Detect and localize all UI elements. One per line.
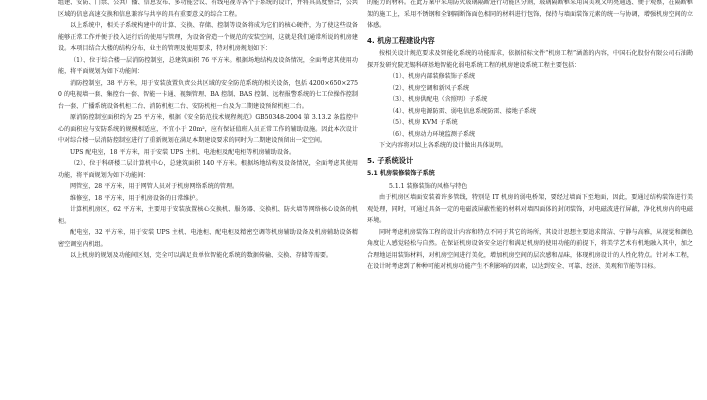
paragraph: 网管室，28 平方米，用于网管人员对于机房网络系统的管理。 <box>70 183 239 190</box>
section-heading: 4. 机房工程建设内容 <box>367 35 435 45</box>
paragraph: 原消防控制室面积约为 25 平方米，根据《安全防范技术规程规范》GB50348-2004 第 3.13.2 条监控中心的面积应与安防系统的规模相适应，不宜小于 20m²，应有保证值班人员正常工作的辅助设施。因此本次设计中对综合楼一层消防控制室进行了重新规划在满足本期建设要求的同时为二期建设预留出一定空间。 <box>58 114 358 144</box>
right-column <box>367 0 693 400</box>
paragraph: UPS 配电室，18 平方米，用于安装 UPS 主机、电池柜及配电柜等机房辅助设备。 <box>70 148 296 156</box>
list-item: （1）、机房内部装修装饰子系统 <box>389 73 476 80</box>
paragraph: 的能力的材料。在此方案中采用防火玻璃隔断进行功能区分割，玻璃隔断框采用国美观又明亮通透、便于观察，在隔断框架的施工上，采用不锈钢和全钢隔断饰面色相同的材料进行包饰，保持与墙面装饰元素的统一与协调，增强机房空间的立体感。 <box>367 0 693 29</box>
list-item: （5）、机房 KVM 子系统 <box>389 119 458 126</box>
section-heading: 5. 子系统设计 <box>367 155 414 165</box>
list-item: （3）、机房供配电（含照明）子系统 <box>389 96 488 103</box>
list-item: （4）、机房电源防雷、弱电信息系统防雷、接地子系统 <box>389 107 537 115</box>
paragraph: 以上系统中，相关子系统构建中的计算、交换、存储、控制等设备将成为它们的核心硬件，为了使这些设备能够正常工作并便于投入运行后的使用与管理，为设备营造一个规范的安装空间，这就是我们通常所说的机房建设。本项目结合大楼的结构分布，业主的管理及使用要求，特对机房规划如下： <box>58 22 358 52</box>
paragraph: 按相关设计规范要求及智能化系统的功能需求，依据招标文件“机房工程”涵盖的内容，中国石化股份有限公司石油勘探开发研究院无锡科研基地智能化弱电系统工程的机房建设系统工程主要包括： <box>367 50 693 69</box>
paragraph: （2）、位于科研楼二层计算机中心，总建筑面积 140 平方米。根据场地结构及设备情况，全面考虑其使用功能，将平面规划为如下功能间： <box>58 160 358 179</box>
paragraph: 以上机房的规划及功能间区划，完全可以满足贵单位智能化系统的数据传输、交换、存储等需要。 <box>70 252 333 259</box>
paragraph: 消防控制室，38 平方米，用于安装放置负责公共区域的安全防范系统的相关设备，包括 4200×650×2750 的电视墙一套、集控台一套、智能一卡通、视频管理、BA 控制、BAS 控制、远程报警系统的七工位操作控制台一套、广播系统设备机柜二台、消防机柜二台、安防机柜一台及为二期建设预留机柜二台。 <box>58 79 358 110</box>
subsection-heading: 5.1 机房装修装饰子系统 <box>367 170 435 177</box>
paragraph: 同时考虑机房装饰工程的设计内容和特点不同于其它的场所，其设计思想主要追求简洁、宁静与高雅，从视觉和颜色角度让人感觉轻松与自然。在保证机房设备安全运行和满足机房的使用功能的前提下，将美学艺术有机地融入其中，加之合理地运用装饰材料，对机房空间进行美化，增加机房空间的层次感和品味，体现机房设计的人性化特点。针对本工程，在设计时考虑到了种种可能对机房功能产生不利影响的因素，以达到安全、可靠、经济、美观和节能等目标。 <box>367 228 693 270</box>
left-column <box>58 0 358 400</box>
paragraph: 组建、安防、门禁、公共广播、信息发布、多功能会议、有线电视等各个子系统的设计，并将其高度整合，公共区域的信息高速交换和信息兼容与共享的具有重要意义的综合工程。 <box>58 0 358 18</box>
list-item: （2）、机房空调和新风子系统 <box>389 84 470 92</box>
list-item: （6）、机房动力环境监测子系统 <box>389 130 476 138</box>
paragraph: 维修室，18 平方米，用于机房设备的日常维护。 <box>70 194 202 202</box>
paragraph: （1）、位于综合楼一层消防控制室，总建筑面积 76 平方米。根据场地结构及设备情况，全面考虑其使用功能，将平面规划为如下功能间： <box>58 56 358 75</box>
paragraph: 下文内容将对以上各系统的设计做出具体说明。 <box>379 142 507 149</box>
subsubsection-heading: 5.1.1 装修装饰的风格与特色 <box>389 182 468 190</box>
paragraph: 配电室，32 平方米，用于安装 UPS 主机、电池柜、配电柜及精密空调等机房辅助设备及机房辅助设备精密空调室内机组。 <box>58 229 358 248</box>
paragraph: 由于机房区墙面安装着许多管线，特别是 IT 机房的弱电桥架，要经过墙面下至地面，因此，要通过结构装饰进行美观处理，同时，可通过具备一定的电磁波屏蔽性能的材料对墙四面体的封闭装饰，对电磁波进行屏蔽，净化机房内的电磁环境。 <box>367 194 693 224</box>
paragraph: 计算机机房区，62 平方米，主要用于安装放置核心交换机、服务器、交换机、防火墙等网络核心设备的机柜。 <box>58 206 358 225</box>
